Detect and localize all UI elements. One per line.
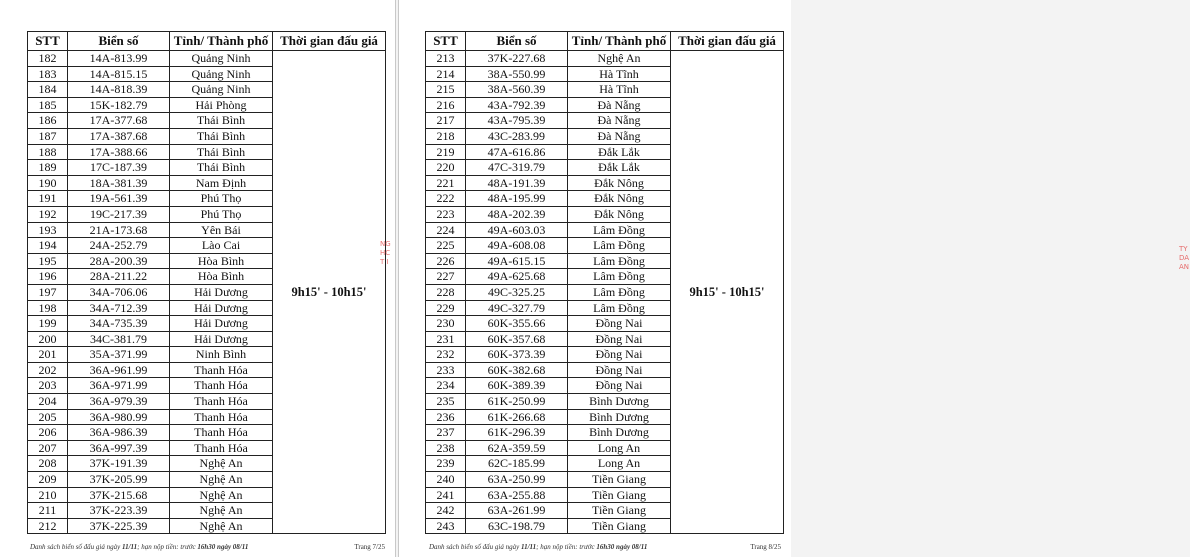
row-stt: 231 — [426, 331, 466, 347]
row-stt: 195 — [28, 253, 68, 269]
row-stt: 219 — [426, 144, 466, 160]
row-plate: 37K-227.68 — [466, 51, 568, 67]
row-plate: 34A-735.39 — [68, 316, 170, 332]
row-province: Yên Bái — [170, 222, 273, 238]
header-province: Tỉnh/ Thành phố — [170, 32, 273, 51]
row-stt: 208 — [28, 456, 68, 472]
row-stt: 198 — [28, 300, 68, 316]
row-plate: 49A-608.08 — [466, 238, 568, 254]
row-province: Hòa Bình — [170, 253, 273, 269]
row-stt: 199 — [28, 316, 68, 332]
row-stt: 226 — [426, 253, 466, 269]
row-plate: 43C-283.99 — [466, 128, 568, 144]
row-plate: 17C-187.39 — [68, 160, 170, 176]
row-plate: 21A-173.68 — [68, 222, 170, 238]
row-stt: 206 — [28, 425, 68, 441]
red-stamp-left: NG HC T I — [380, 240, 391, 266]
row-stt: 233 — [426, 362, 466, 378]
row-stt: 235 — [426, 394, 466, 410]
row-province: Nghệ An — [170, 487, 273, 503]
row-stt: 212 — [28, 518, 68, 534]
header-time: Thời gian đấu giá — [273, 32, 386, 51]
row-plate: 35A-371.99 — [68, 347, 170, 363]
row-plate: 63A-250.99 — [466, 472, 568, 488]
row-plate: 60K-389.39 — [466, 378, 568, 394]
row-stt: 234 — [426, 378, 466, 394]
row-province: Nghệ An — [170, 472, 273, 488]
row-stt: 241 — [426, 487, 466, 503]
row-plate: 63A-255.88 — [466, 487, 568, 503]
row-province: Hà Tĩnh — [568, 82, 671, 98]
row-plate: 49A-625.68 — [466, 269, 568, 285]
row-stt: 188 — [28, 144, 68, 160]
row-plate: 61K-296.39 — [466, 425, 568, 441]
row-stt: 194 — [28, 238, 68, 254]
row-plate: 60K-357.68 — [466, 331, 568, 347]
row-stt: 224 — [426, 222, 466, 238]
row-plate: 19A-561.39 — [68, 191, 170, 207]
row-stt: 222 — [426, 191, 466, 207]
row-province: Ninh Bình — [170, 347, 273, 363]
row-province: Hải Dương — [170, 316, 273, 332]
row-stt: 207 — [28, 440, 68, 456]
row-province: Lào Cai — [170, 238, 273, 254]
row-province: Lâm Đồng — [568, 284, 671, 300]
row-plate: 18A-381.39 — [68, 175, 170, 191]
row-province: Đắk Nông — [568, 191, 671, 207]
row-province: Đồng Nai — [568, 362, 671, 378]
row-plate: 62A-359.59 — [466, 440, 568, 456]
row-plate: 43A-792.39 — [466, 97, 568, 113]
row-province: Lâm Đồng — [568, 300, 671, 316]
row-stt: 204 — [28, 394, 68, 410]
row-stt: 221 — [426, 175, 466, 191]
row-province: Thanh Hóa — [170, 425, 273, 441]
row-plate: 60K-373.39 — [466, 347, 568, 363]
row-province: Nghệ An — [568, 51, 671, 67]
row-plate: 36A-980.99 — [68, 409, 170, 425]
row-stt: 200 — [28, 331, 68, 347]
row-stt: 217 — [426, 113, 466, 129]
row-stt: 209 — [28, 472, 68, 488]
row-province: Đà Nẵng — [568, 113, 671, 129]
row-stt: 187 — [28, 128, 68, 144]
row-province: Thái Bình — [170, 128, 273, 144]
row-province: Hải Dương — [170, 331, 273, 347]
row-plate: 37K-223.39 — [68, 503, 170, 519]
header-plate: Biển số — [466, 32, 568, 51]
row-plate: 49C-327.79 — [466, 300, 568, 316]
row-province: Tiền Giang — [568, 518, 671, 534]
row-plate: 37K-215.68 — [68, 487, 170, 503]
plate-table-right — [425, 31, 784, 534]
row-stt: 201 — [28, 347, 68, 363]
row-plate: 28A-200.39 — [68, 253, 170, 269]
row-stt: 236 — [426, 409, 466, 425]
row-province: Phú Thọ — [170, 206, 273, 222]
row-stt: 185 — [28, 97, 68, 113]
row-stt: 203 — [28, 378, 68, 394]
row-plate: 47C-319.79 — [466, 160, 568, 176]
row-stt: 211 — [28, 503, 68, 519]
row-stt: 192 — [28, 206, 68, 222]
row-plate: 36A-979.39 — [68, 394, 170, 410]
row-plate: 63C-198.79 — [466, 518, 568, 534]
header-stt: STT — [28, 32, 68, 51]
row-province: Thái Bình — [170, 160, 273, 176]
row-province: Đắk Nông — [568, 206, 671, 222]
row-province: Thanh Hóa — [170, 394, 273, 410]
row-province: Nghệ An — [170, 456, 273, 472]
row-stt: 193 — [28, 222, 68, 238]
row-plate: 28A-211.22 — [68, 269, 170, 285]
row-plate: 37K-225.39 — [68, 518, 170, 534]
row-province: Hải Dương — [170, 300, 273, 316]
row-plate: 48A-191.39 — [466, 175, 568, 191]
row-province: Bình Dương — [568, 394, 671, 410]
row-plate: 37K-191.39 — [68, 456, 170, 472]
document-page-right — [398, 0, 1190, 557]
row-province: Hà Tĩnh — [568, 66, 671, 82]
row-plate: 24A-252.79 — [68, 238, 170, 254]
row-province: Thanh Hóa — [170, 378, 273, 394]
row-province: Thanh Hóa — [170, 440, 273, 456]
plate-table-left — [27, 31, 386, 534]
row-plate: 61K-250.99 — [466, 394, 568, 410]
row-stt: 189 — [28, 160, 68, 176]
row-plate: 49A-603.03 — [466, 222, 568, 238]
row-stt: 230 — [426, 316, 466, 332]
row-stt: 191 — [28, 191, 68, 207]
table-row — [28, 51, 386, 67]
row-stt: 182 — [28, 51, 68, 67]
row-stt: 220 — [426, 160, 466, 176]
row-province: Đồng Nai — [568, 316, 671, 332]
row-stt: 242 — [426, 503, 466, 519]
row-plate: 36A-961.99 — [68, 362, 170, 378]
row-plate: 14A-818.39 — [68, 82, 170, 98]
row-plate: 38A-560.39 — [466, 82, 568, 98]
row-province: Thái Bình — [170, 144, 273, 160]
header-plate: Biển số — [68, 32, 170, 51]
row-province: Thanh Hóa — [170, 409, 273, 425]
row-province: Bình Dương — [568, 425, 671, 441]
row-stt: 239 — [426, 456, 466, 472]
row-stt: 205 — [28, 409, 68, 425]
table-header-row — [426, 32, 784, 51]
row-plate: 47A-616.86 — [466, 144, 568, 160]
row-province: Hải Phòng — [170, 97, 273, 113]
row-province: Lâm Đồng — [568, 238, 671, 254]
row-stt: 240 — [426, 472, 466, 488]
row-province: Thanh Hóa — [170, 362, 273, 378]
row-province: Hải Dương — [170, 284, 273, 300]
row-stt: 216 — [426, 97, 466, 113]
row-province: Đà Nẵng — [568, 128, 671, 144]
row-province: Đồng Nai — [568, 331, 671, 347]
page-footer-left: Danh sách biển số đấu giá ngày 11/11; hạn nộp tiền: trước 16h30 ngày 08/11 Trang 7/25 — [30, 543, 385, 551]
row-stt: 218 — [426, 128, 466, 144]
row-stt: 184 — [28, 82, 68, 98]
row-stt: 186 — [28, 113, 68, 129]
row-plate: 36A-986.39 — [68, 425, 170, 441]
row-plate: 60K-382.68 — [466, 362, 568, 378]
row-province: Quảng Ninh — [170, 66, 273, 82]
row-province: Tiền Giang — [568, 472, 671, 488]
row-plate: 37K-205.99 — [68, 472, 170, 488]
row-stt: 213 — [426, 51, 466, 67]
row-stt: 238 — [426, 440, 466, 456]
row-plate: 48A-195.99 — [466, 191, 568, 207]
row-plate: 48A-202.39 — [466, 206, 568, 222]
row-plate: 14A-813.99 — [68, 51, 170, 67]
red-stamp-right: TY DA AN — [1179, 245, 1190, 271]
row-plate: 34C-381.79 — [68, 331, 170, 347]
row-stt: 183 — [28, 66, 68, 82]
row-stt: 197 — [28, 284, 68, 300]
row-plate: 43A-795.39 — [466, 113, 568, 129]
row-province: Quảng Ninh — [170, 82, 273, 98]
auction-time-cell: 9h15' - 10h15' — [671, 51, 784, 534]
row-stt: 228 — [426, 284, 466, 300]
row-plate: 17A-388.66 — [68, 144, 170, 160]
row-plate: 36A-997.39 — [68, 440, 170, 456]
row-plate: 63A-261.99 — [466, 503, 568, 519]
row-province: Đồng Nai — [568, 347, 671, 363]
table-body-left — [28, 51, 386, 534]
row-plate: 49C-325.25 — [466, 284, 568, 300]
row-stt: 225 — [426, 238, 466, 254]
row-plate: 36A-971.99 — [68, 378, 170, 394]
row-plate: 15K-182.79 — [68, 97, 170, 113]
table-row — [426, 51, 784, 67]
row-province: Nghệ An — [170, 518, 273, 534]
table-body-right — [426, 51, 784, 534]
row-province: Quảng Ninh — [170, 51, 273, 67]
row-stt: 243 — [426, 518, 466, 534]
row-province: Long An — [568, 440, 671, 456]
document-page-left — [0, 0, 396, 557]
row-stt: 232 — [426, 347, 466, 363]
row-province: Đắk Lắk — [568, 160, 671, 176]
row-province: Đắk Lắk — [568, 144, 671, 160]
auction-time-cell: 9h15' - 10h15' — [273, 51, 386, 534]
row-stt: 196 — [28, 269, 68, 285]
row-plate: 17A-377.68 — [68, 113, 170, 129]
row-stt: 237 — [426, 425, 466, 441]
row-plate: 61K-266.68 — [466, 409, 568, 425]
row-province: Nghệ An — [170, 503, 273, 519]
row-stt: 190 — [28, 175, 68, 191]
header-province: Tỉnh/ Thành phố — [568, 32, 671, 51]
row-plate: 17A-387.68 — [68, 128, 170, 144]
row-plate: 38A-550.99 — [466, 66, 568, 82]
page-number: Trang 8/25 — [750, 543, 781, 551]
row-stt: 229 — [426, 300, 466, 316]
row-plate: 14A-815.15 — [68, 66, 170, 82]
row-plate: 19C-217.39 — [68, 206, 170, 222]
table-header-row — [28, 32, 386, 51]
row-stt: 227 — [426, 269, 466, 285]
row-province: Đồng Nai — [568, 378, 671, 394]
header-stt: STT — [426, 32, 466, 51]
row-plate: 62C-185.99 — [466, 456, 568, 472]
row-province: Lâm Đồng — [568, 222, 671, 238]
row-province: Long An — [568, 456, 671, 472]
row-stt: 215 — [426, 82, 466, 98]
row-province: Phú Thọ — [170, 191, 273, 207]
row-province: Đắk Nông — [568, 175, 671, 191]
row-province: Lâm Đồng — [568, 253, 671, 269]
row-plate: 34A-706.06 — [68, 284, 170, 300]
row-province: Tiền Giang — [568, 487, 671, 503]
row-province: Bình Dương — [568, 409, 671, 425]
row-stt: 210 — [28, 487, 68, 503]
row-stt: 202 — [28, 362, 68, 378]
row-province: Đà Nẵng — [568, 97, 671, 113]
row-plate: 60K-355.66 — [466, 316, 568, 332]
row-province: Nam Định — [170, 175, 273, 191]
page-footer-right: Danh sách biển số đấu giá ngày 11/11; hạn nộp tiền: trước 16h30 ngày 08/11 Trang 8/25 — [429, 543, 781, 551]
header-time: Thời gian đấu giá — [671, 32, 784, 51]
row-province: Lâm Đồng — [568, 269, 671, 285]
row-province: Thái Bình — [170, 113, 273, 129]
row-stt: 223 — [426, 206, 466, 222]
page-number: Trang 7/25 — [354, 543, 385, 551]
row-stt: 214 — [426, 66, 466, 82]
row-province: Tiền Giang — [568, 503, 671, 519]
row-plate: 34A-712.39 — [68, 300, 170, 316]
row-plate: 49A-615.15 — [466, 253, 568, 269]
row-province: Hòa Bình — [170, 269, 273, 285]
